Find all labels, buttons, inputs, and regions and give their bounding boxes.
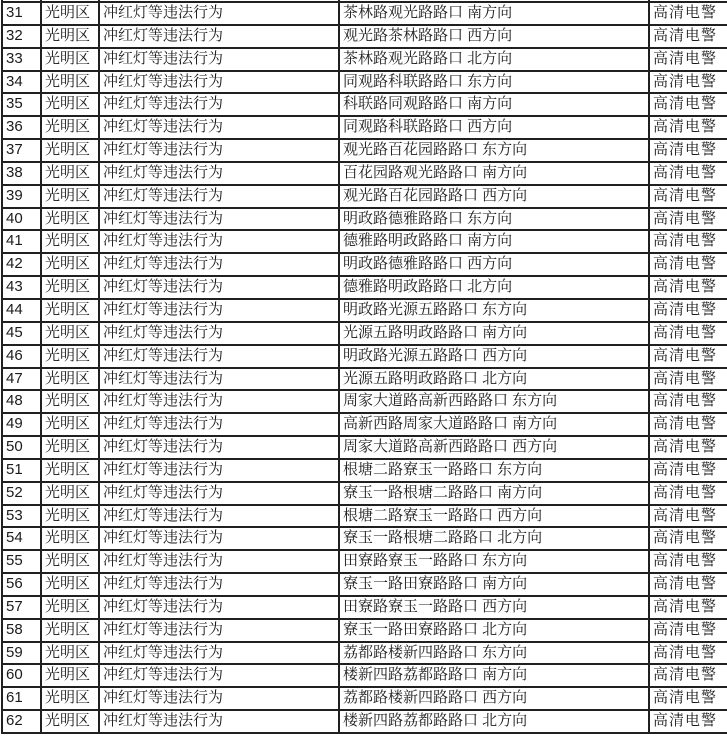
cell-location: 科联路同观路路口 南方向 (339, 93, 649, 116)
cell-location: 田寮路寮玉一路路口 东方向 (339, 550, 649, 573)
table-row (2, 139, 727, 162)
cell-district: 光明区 (41, 436, 99, 459)
cell-district: 光明区 (41, 345, 99, 368)
cell-district: 光明区 (41, 230, 99, 253)
cell-location: 观光路茶林路路口 西方向 (339, 25, 649, 48)
table-row (2, 664, 727, 687)
cell-location: 明政路光源五路路口 东方向 (339, 299, 649, 322)
table-row (2, 642, 727, 665)
table-row (2, 459, 727, 482)
cell-district: 光明区 (41, 253, 99, 276)
cell-location: 德雅路明政路路口 北方向 (339, 276, 649, 299)
cell-device: 高清电警 (649, 25, 727, 48)
cell-district: 光明区 (41, 208, 99, 231)
cell-district: 光明区 (41, 527, 99, 550)
table-row (2, 710, 727, 733)
cell-location: 根塘二路寮玉一路路口 东方向 (339, 459, 649, 482)
table-row (2, 322, 727, 345)
cell-location: 楼新四路荔都路路口 南方向 (339, 664, 649, 687)
cell-location: 明政路德雅路路口 东方向 (339, 208, 649, 231)
cell-seq: 49 (2, 413, 41, 436)
cell-device: 高清电警 (649, 116, 727, 139)
cell-violation: 冲红灯等违法行为 (99, 573, 339, 596)
cell-location: 寮玉一路田寮路路口 南方向 (339, 573, 649, 596)
cell-location: 观光路百花园路路口 西方向 (339, 185, 649, 208)
cell-location: 百花园路观光路路口 南方向 (339, 162, 649, 185)
table-row (2, 527, 727, 550)
cell-seq: 53 (2, 505, 41, 528)
cell-district: 光明区 (41, 710, 99, 733)
cell-district: 光明区 (41, 459, 99, 482)
cell-violation: 冲红灯等违法行为 (99, 25, 339, 48)
cell-location: 荔都路楼新四路路口 东方向 (339, 642, 649, 665)
cell-district: 光明区 (41, 390, 99, 413)
cell-device: 高清电警 (649, 253, 727, 276)
cell-seq: 42 (2, 253, 41, 276)
cell-device: 高清电警 (649, 2, 727, 25)
table-row (2, 573, 727, 596)
cell-location: 观光路百花园路路口 东方向 (339, 139, 649, 162)
table-row (2, 208, 727, 231)
table-row (2, 93, 727, 116)
cell-device: 高清电警 (649, 550, 727, 573)
table-row (2, 162, 727, 185)
table-row (2, 2, 727, 25)
cell-seq: 54 (2, 527, 41, 550)
cell-district: 光明区 (41, 664, 99, 687)
cell-seq: 59 (2, 642, 41, 665)
cell-device: 高清电警 (649, 687, 727, 710)
cell-seq: 57 (2, 596, 41, 619)
cell-location: 高新西路周家大道路路口 南方向 (339, 413, 649, 436)
cell-device: 高清电警 (649, 413, 727, 436)
cell-district: 光明区 (41, 116, 99, 139)
cell-district: 光明区 (41, 596, 99, 619)
cell-violation: 冲红灯等违法行为 (99, 459, 339, 482)
cell-seq: 31 (2, 2, 41, 25)
cell-seq: 62 (2, 710, 41, 733)
cell-violation: 冲红灯等违法行为 (99, 71, 339, 94)
cell-district: 光明区 (41, 368, 99, 391)
cell-location: 寮玉一路根塘二路路口 南方向 (339, 482, 649, 505)
cell-violation: 冲红灯等违法行为 (99, 619, 339, 642)
cell-violation: 冲红灯等违法行为 (99, 299, 339, 322)
cell-district: 光明区 (41, 550, 99, 573)
table-row (2, 253, 727, 276)
cell-device: 高清电警 (649, 596, 727, 619)
cell-device: 高清电警 (649, 230, 727, 253)
cell-violation: 冲红灯等违法行为 (99, 642, 339, 665)
cell-device: 高清电警 (649, 48, 727, 71)
cell-device: 高清电警 (649, 345, 727, 368)
table-row (2, 619, 727, 642)
cell-district: 光明区 (41, 687, 99, 710)
cell-violation: 冲红灯等违法行为 (99, 93, 339, 116)
cell-seq: 58 (2, 619, 41, 642)
cell-seq: 60 (2, 664, 41, 687)
cell-device: 高清电警 (649, 573, 727, 596)
cell-seq: 50 (2, 436, 41, 459)
cell-device: 高清电警 (649, 664, 727, 687)
cell-seq: 38 (2, 162, 41, 185)
cell-district: 光明区 (41, 642, 99, 665)
cell-device: 高清电警 (649, 162, 727, 185)
cell-device: 高清电警 (649, 368, 727, 391)
violation-table-body (2, 0, 727, 733)
cell-device: 高清电警 (649, 322, 727, 345)
cell-device: 高清电警 (649, 459, 727, 482)
cell-device: 高清电警 (649, 299, 727, 322)
cell-seq: 41 (2, 230, 41, 253)
table-row (2, 596, 727, 619)
cell-seq: 56 (2, 573, 41, 596)
cell-location: 同观路科联路路口 东方向 (339, 71, 649, 94)
cell-violation: 冲红灯等违法行为 (99, 139, 339, 162)
cell-seq: 35 (2, 93, 41, 116)
cell-district: 光明区 (41, 93, 99, 116)
cell-violation: 冲红灯等违法行为 (99, 550, 339, 573)
cell-location: 光源五路明政路路口 南方向 (339, 322, 649, 345)
cell-district: 光明区 (41, 2, 99, 25)
cell-district: 光明区 (41, 322, 99, 345)
cell-district: 光明区 (41, 25, 99, 48)
cell-violation: 冲红灯等违法行为 (99, 527, 339, 550)
cell-violation: 冲红灯等违法行为 (99, 116, 339, 139)
cell-location: 寮玉一路田寮路路口 北方向 (339, 619, 649, 642)
cell-violation: 冲红灯等违法行为 (99, 276, 339, 299)
cell-location: 明政路光源五路路口 西方向 (339, 345, 649, 368)
table-row (2, 25, 727, 48)
cell-seq: 40 (2, 208, 41, 231)
cell-seq: 33 (2, 48, 41, 71)
table-row (2, 482, 727, 505)
cell-seq: 36 (2, 116, 41, 139)
table-row (2, 48, 727, 71)
cell-seq: 44 (2, 299, 41, 322)
cell-violation: 冲红灯等违法行为 (99, 253, 339, 276)
cell-location: 茶林路观光路路口 北方向 (339, 48, 649, 71)
cell-violation: 冲红灯等违法行为 (99, 208, 339, 231)
cell-seq: 39 (2, 185, 41, 208)
table-row (2, 116, 727, 139)
cell-seq: 46 (2, 345, 41, 368)
table-row (2, 550, 727, 573)
cell-seq: 48 (2, 390, 41, 413)
cell-device: 高清电警 (649, 619, 727, 642)
cell-violation: 冲红灯等违法行为 (99, 596, 339, 619)
table-row (2, 71, 727, 94)
table-row (2, 436, 727, 459)
cell-district: 光明区 (41, 482, 99, 505)
cell-seq: 52 (2, 482, 41, 505)
cell-violation: 冲红灯等违法行为 (99, 436, 339, 459)
cell-violation: 冲红灯等违法行为 (99, 48, 339, 71)
cell-location: 德雅路明政路路口 南方向 (339, 230, 649, 253)
cell-device: 高清电警 (649, 505, 727, 528)
cell-device: 高清电警 (649, 527, 727, 550)
table-row (2, 185, 727, 208)
cell-seq: 32 (2, 25, 41, 48)
cell-violation: 冲红灯等违法行为 (99, 413, 339, 436)
cell-device: 高清电警 (649, 71, 727, 94)
cell-district: 光明区 (41, 162, 99, 185)
cell-violation: 冲红灯等违法行为 (99, 322, 339, 345)
table-row (2, 230, 727, 253)
cell-seq: 45 (2, 322, 41, 345)
cell-device: 高清电警 (649, 185, 727, 208)
cell-device: 高清电警 (649, 436, 727, 459)
table-row (2, 276, 727, 299)
table-row (2, 345, 727, 368)
cell-violation: 冲红灯等违法行为 (99, 505, 339, 528)
cell-violation: 冲红灯等违法行为 (99, 687, 339, 710)
table-row (2, 505, 727, 528)
cell-device: 高清电警 (649, 710, 727, 733)
cell-violation: 冲红灯等违法行为 (99, 2, 339, 25)
cell-violation: 冲红灯等违法行为 (99, 710, 339, 733)
cell-location: 寮玉一路根塘二路路口 北方向 (339, 527, 649, 550)
cell-district: 光明区 (41, 185, 99, 208)
cell-seq: 61 (2, 687, 41, 710)
cell-location: 楼新四路荔都路路口 北方向 (339, 710, 649, 733)
cell-district: 光明区 (41, 71, 99, 94)
cell-district: 光明区 (41, 573, 99, 596)
cell-device: 高清电警 (649, 390, 727, 413)
cell-violation: 冲红灯等违法行为 (99, 162, 339, 185)
cell-district: 光明区 (41, 619, 99, 642)
cell-violation: 冲红灯等违法行为 (99, 482, 339, 505)
cell-district: 光明区 (41, 505, 99, 528)
cell-district: 光明区 (41, 48, 99, 71)
table-row (2, 390, 727, 413)
cell-violation: 冲红灯等违法行为 (99, 230, 339, 253)
cell-location: 根塘二路寮玉一路路口 西方向 (339, 505, 649, 528)
cell-seq: 34 (2, 71, 41, 94)
cell-violation: 冲红灯等违法行为 (99, 664, 339, 687)
cell-device: 高清电警 (649, 642, 727, 665)
cell-device: 高清电警 (649, 93, 727, 116)
cell-violation: 冲红灯等违法行为 (99, 390, 339, 413)
cell-district: 光明区 (41, 413, 99, 436)
cell-location: 周家大道路高新西路路口 西方向 (339, 436, 649, 459)
table-row (2, 413, 727, 436)
cell-violation: 冲红灯等违法行为 (99, 368, 339, 391)
cell-seq: 43 (2, 276, 41, 299)
cell-district: 光明区 (41, 299, 99, 322)
cell-violation: 冲红灯等违法行为 (99, 345, 339, 368)
cell-location: 周家大道路高新西路路口 东方向 (339, 390, 649, 413)
cell-location: 茶林路观光路路口 南方向 (339, 2, 649, 25)
cell-device: 高清电警 (649, 139, 727, 162)
table-row (2, 687, 727, 710)
cell-location: 同观路科联路路口 西方向 (339, 116, 649, 139)
cell-seq: 55 (2, 550, 41, 573)
cell-device: 高清电警 (649, 276, 727, 299)
cell-seq: 47 (2, 368, 41, 391)
cell-seq: 37 (2, 139, 41, 162)
cell-violation: 冲红灯等违法行为 (99, 185, 339, 208)
cell-location: 荔都路楼新四路路口 西方向 (339, 687, 649, 710)
cell-district: 光明区 (41, 139, 99, 162)
cell-location: 光源五路明政路路口 北方向 (339, 368, 649, 391)
cell-location: 田寮路寮玉一路路口 西方向 (339, 596, 649, 619)
cell-location: 明政路德雅路路口 西方向 (339, 253, 649, 276)
cell-district: 光明区 (41, 276, 99, 299)
table-row (2, 368, 727, 391)
cell-device: 高清电警 (649, 482, 727, 505)
cell-device: 高清电警 (649, 208, 727, 231)
violation-table (1, 0, 727, 734)
cell-seq: 51 (2, 459, 41, 482)
table-row (2, 299, 727, 322)
